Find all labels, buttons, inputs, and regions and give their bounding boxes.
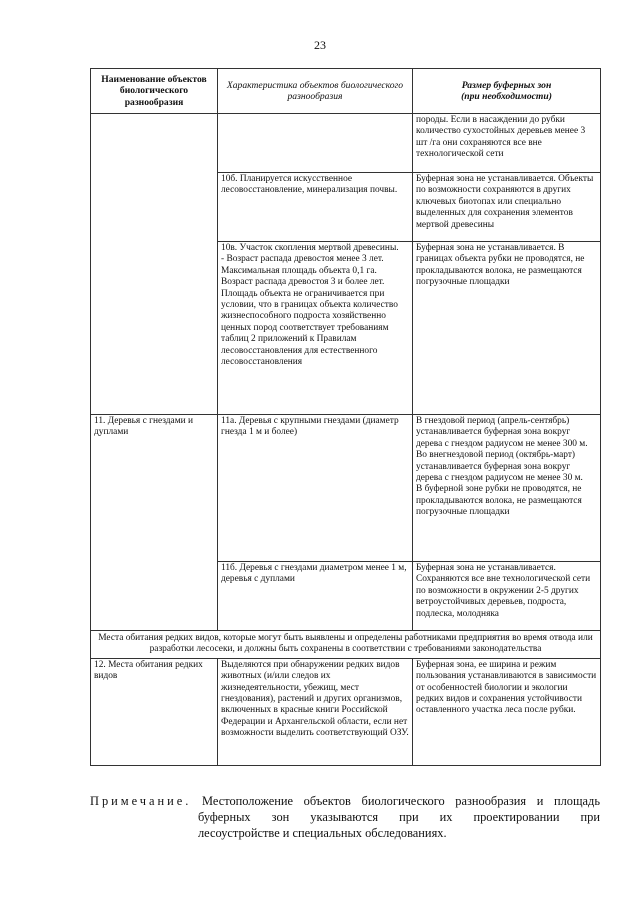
table-header-row xyxy=(91,69,601,114)
footnote-line-1: Местоположение объектов биологического разнообразия и площадь xyxy=(202,794,600,808)
row-cell-object xyxy=(91,114,218,173)
header-characteristic: Характеристика объектов биологического разнообразия xyxy=(218,69,413,114)
row-cell-buffer: Буферная зона не устанавливается. Объекты по возможности сохраняются в других ключевых биотопах или специально выделенных для сохранения элементов мертвой древесины xyxy=(413,173,601,242)
row-cell-characteristic: Выделяются при обнаружении редких видов животных (и/или следов их жизнедеятельности, убежищ, мест гнездования), растений и других организмов, включенных в красные книги Российской Федерации и Архангельской области, если нет возможности выделить соответствующий ОЗУ. xyxy=(218,658,413,765)
table-row xyxy=(91,562,601,631)
row-cell-object xyxy=(91,173,218,242)
footnote-label: Примечание. xyxy=(90,794,192,808)
table-row xyxy=(91,415,601,562)
row-cell-characteristic: 11б. Деревья с гнездами диаметром менее 1 м, деревья с дуплами xyxy=(218,562,413,631)
row-cell-object: 11. Деревья с гнездами и дуплами xyxy=(91,415,218,562)
row-cell-buffer: Буферная зона, ее ширина и режим пользования устанавливаются в зависимости от особенностей биологии и экологии редких видов и сохранения устойчивости оставленного участка леса после рубки. xyxy=(413,658,601,765)
row-cell-characteristic: 11а. Деревья с крупными гнездами (диаметр гнезда 1 м и более) xyxy=(218,415,413,562)
section-row-rare-species xyxy=(91,631,601,659)
table-row xyxy=(91,658,601,765)
row-cell-characteristic xyxy=(218,114,413,173)
header-object-name: Наименование объектов биологического разнообразия xyxy=(91,69,218,114)
row-cell-object xyxy=(91,562,218,631)
table-row xyxy=(91,242,601,415)
table-row xyxy=(91,114,601,173)
row-cell-buffer: Буферная зона не устанавливается. В границах объекта рубки не проводятся, не прокладываются волока, не размещаются погрузочные площадки xyxy=(413,242,601,415)
page-number: 23 xyxy=(314,38,326,52)
footnote-line-2: буферных зон указываются при их проектировании при xyxy=(198,810,600,824)
row-cell-characteristic: 10б. Планируется искусственное лесовосстановление, минерализация почвы. xyxy=(218,173,413,242)
header-buffer-size: Размер буферных зон (при необходимости) xyxy=(413,69,601,114)
footnote xyxy=(90,793,600,841)
row-cell-characteristic: 10в. Участок скопления мертвой древесины. - Возраст распада древостоя менее 3 лет. Максимальная площадь объекта 0,1 га. Возраст распада древостоя 3 и более лет. Площадь объекта не ограничивается при условии, что в границах объекта количество жизнеспособного подроста хозяйственно ценных пород соответствует требованиям таблиц 2 приложений к Правилам лесовосстановления для естественного лесовосстановления xyxy=(218,242,413,415)
footnote-line-3: лесоустройстве и специальных обследованиях. xyxy=(198,826,447,840)
section-row-text: Места обитания редких видов, которые могут быть выявлены и определены работниками предприятия во время отвода или разработки лесосеки, и должны быть сохранены в соответствии с требованиями законодательства xyxy=(91,631,601,659)
row-cell-object: 12. Места обитания редких видов xyxy=(91,658,218,765)
row-cell-buffer: В гнездовой период (апрель-сентябрь) устанавливается буферная зона вокруг дерева с гнездом радиусом не менее 300 м. Во внегнездовой период (октябрь-март) устанавливается буферная зона вокруг дерева с гнездом радиусом не менее 30 м. В буферной зоне рубки не проводятся, не прокладываются волока, не размещаются погрузочные площадки xyxy=(413,415,601,562)
row-cell-buffer: Буферная зона не устанавливается. Сохраняются все вне технологической сети по возможности в окружении 2-5 других ветроустойчивых деревьев, подроста, подлеска, молодняка xyxy=(413,562,601,631)
row-cell-buffer: породы. Если в насаждении до рубки количество сухостойных деревьев менее 3 шт /га они сохраняются все вне технологической сети xyxy=(413,114,601,173)
row-cell-object xyxy=(91,242,218,415)
biodiversity-table xyxy=(90,68,601,766)
table-row xyxy=(91,173,601,242)
